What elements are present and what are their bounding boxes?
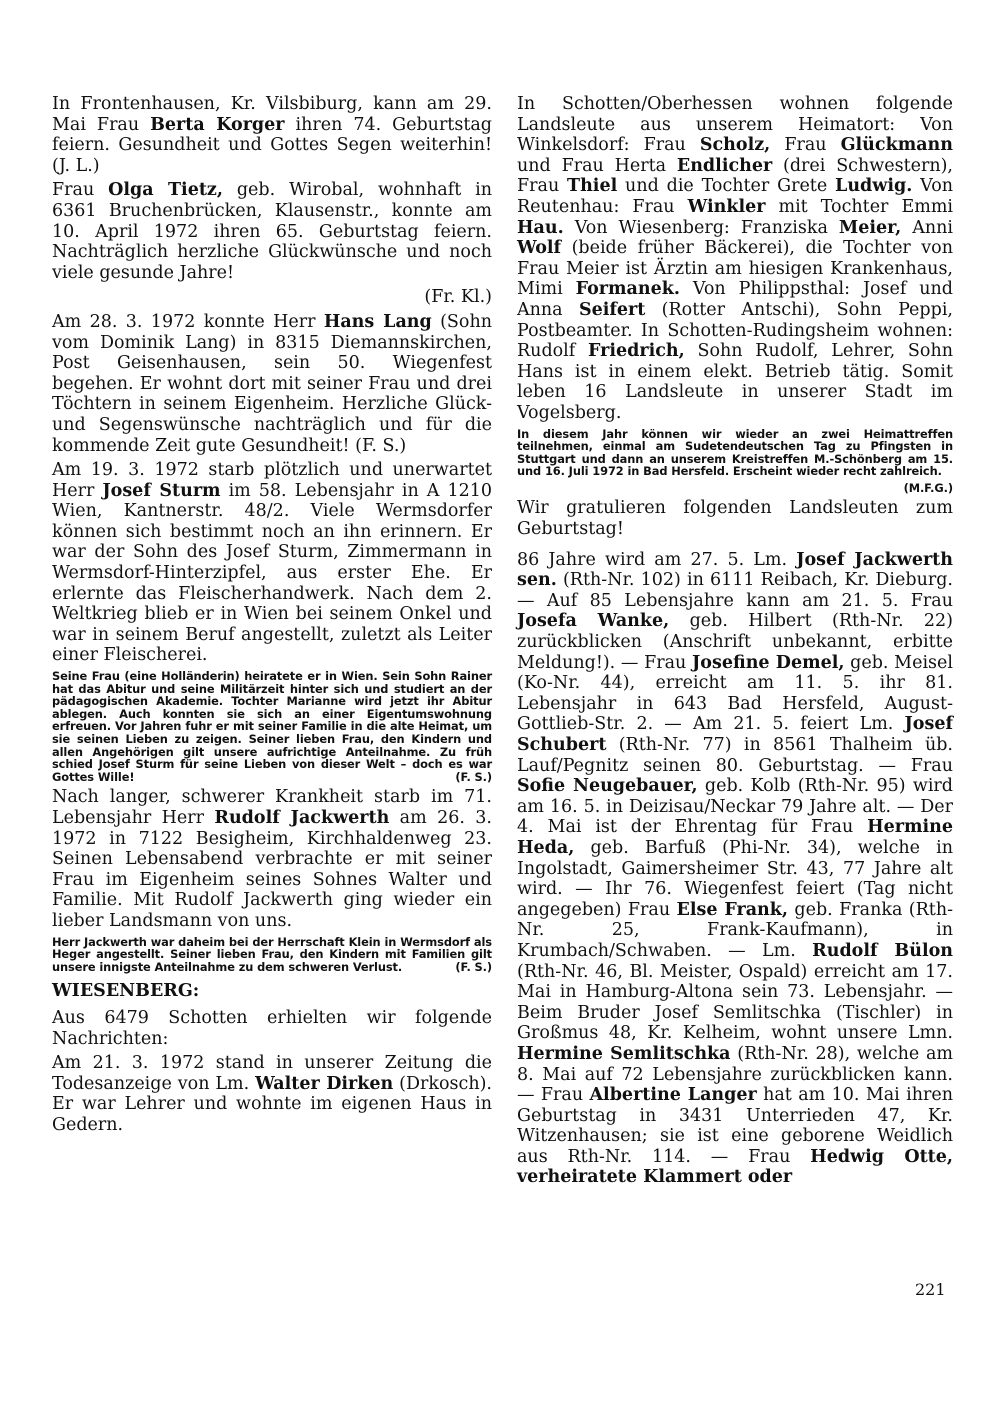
bold-name: Rudolf Bülon: [812, 940, 953, 961]
text-run: Von Wiesenberg: Franziska: [563, 217, 839, 238]
text-run: geb. Barfuß (Phi-Nr. 34), welche in Ingolstadt, Gaimersheimer Str. 43, 77 Jahre alt wird. — Ihr 76. Wiegenfest feiert (Tag nicht angegeben) Frau: [517, 837, 953, 920]
small-print-note: [52, 936, 492, 974]
bold-name: Winkler: [687, 196, 766, 217]
section-heading: WIESENBERG:: [52, 981, 200, 1002]
bold-name: Josef Schubert: [517, 714, 953, 755]
bold-name: Meier,: [838, 217, 902, 238]
bold-name: Josefa Wanke,: [517, 611, 670, 632]
text-run: Sohn Rudolf, Lehrer, Sohn Hans ist in einem elekt. Betrieb tätig. Somit leben 16 Landsleute in unserer Stadt im Vogelsberg.: [517, 341, 954, 423]
text-run: geb. Meisel (Ko-Nr. 44), erreicht am 11. 5. ihr 81. Lebensjahr in 643 Bad Hersfeld, August-Gottlieb-Str. 2. — Am 21. 5. feiert Lm.: [517, 652, 953, 735]
note-text: In diesem Jahr können wir wieder an zwei Heimattreffen teilnehmen, einmal am Sudetendeutschen Tag zu Pfingsten in Stuttgart und dann an unserem Kreistreffen M.-Schönberg am 15. und 16. Juli 1972 in Bad Hersfeld. Erscheint wieder recht zahlreich.: [517, 426, 953, 479]
bold-name: Glückmann: [840, 135, 953, 156]
text-run: (beide früher Bäckerei), die Tochter von Frau Meier ist Ärztin am hiesigen Krankenhaus, Mimi: [517, 238, 953, 300]
text-run: Nach langer, schwerer Krankheit starb im 71. Lebensjahr Herr: [52, 787, 492, 828]
text-run: Von Philippsthal: Josef und Anna: [517, 279, 953, 320]
text-run: Frau: [52, 180, 109, 201]
right-column: [517, 94, 953, 1192]
bold-name: Thiel: [567, 176, 618, 197]
text-run: (Rth-Nr. 77) in 8561 Thalheim üb. Lauf/Pegnitz seinen 80. Geburtstag. — Frau: [517, 735, 953, 776]
text-run: mit Tochter Emmi: [765, 196, 954, 217]
paragraph: [517, 94, 953, 424]
bold-name: Hans Lang: [323, 311, 432, 332]
left-column: [52, 94, 492, 1139]
text-run: In Schotten/Oberhessen wohnen folgende Landsleute aus unserem Heimatort: Von Winkelsdorf: Frau: [517, 94, 953, 156]
author-initials: (F. S.): [455, 769, 492, 784]
paragraph: [52, 460, 492, 666]
text-run: geb. Franka (Rth-Nr. 25, Frank-Kaufmann), in Krumbach/Schwaben. — Lm.: [517, 899, 953, 961]
text-run: Am 21. 3. 1972 stand in unserer Zeitung die Todesanzeige von Lm.: [52, 1053, 492, 1094]
bold-name: Hedwig Otte, verheiratete Klammert oder: [517, 1146, 953, 1188]
bold-name: Hermine Heda,: [517, 817, 953, 858]
bold-name: Sofie Neugebauer,: [517, 776, 698, 797]
text-run: (Drkosch). Er war Lehrer und wohnte im eigenen Haus in Gedern.: [52, 1073, 492, 1135]
text-run: (Rth-Nr. 46, Bl. Meister, Ospald) erreicht am 17. Mai in Hamburg-Altona sein 73. Lebensjahr. — Beim Bruder Josef Semlitschka (Tischler) in Großmus 48, Kr. Kelheim, wohnt unsere Lmn.: [517, 961, 953, 1044]
text-run: Von Reutenhau: Frau: [517, 176, 954, 217]
author-initials: (M.F.G.): [903, 480, 953, 495]
bold-name: Endlicher: [676, 155, 773, 176]
text-run: (drei Schwestern), Frau: [517, 155, 953, 197]
text-run: und Frau Herta: [517, 155, 677, 176]
bold-name: Hau.: [517, 217, 564, 238]
text-run: im 58. Lebensjahr in A 1210 Wien, Kantnerstr. 48/2. Viele Wermsdorfer können sich bestimmt noch an ihn erinnern. Er war der Sohn des Josef Sturm, Zimmermann in Wermsdorf-Hinterzipfel, aus erster Ehe. Er erlernte das Fleischerhandwerk. Nach dem 2. Weltkrieg blieb er in Wien bei seinem Onkel und war in seinem Beruf angestellt, zuletzt als Leiter einer Fleischerei.: [52, 480, 492, 666]
note-text: Herr Jackwerth war daheim bei der Herrschaft Klein in Wermsdorf als Heger angestellt. Seiner lieben Frau, den Kindern mit Familien gilt unsere innigste Anteilnahme zu dem schweren Verlust.: [52, 934, 492, 974]
paragraph: [52, 1008, 492, 1049]
bold-name: Albertine Langer: [589, 1085, 757, 1106]
text-run: Am 28. 3. 1972 konnte Herr: [52, 311, 324, 332]
author-initials: (F. S.): [455, 959, 492, 974]
page-number: 221: [915, 1280, 946, 1299]
text-run: Frau: [770, 135, 841, 156]
bold-name: Wolf: [517, 238, 562, 259]
bold-name: Else Frank,: [676, 899, 789, 920]
text-run: ihren 74. Geburtstag feiern. Gesundheit und Gottes Segen weiterhin! (J. L.): [52, 114, 492, 176]
bold-name: Formanek.: [575, 279, 680, 300]
paragraph: [52, 787, 492, 931]
text-run: 86 Jahre wird am 27. 5. Lm.: [517, 549, 797, 570]
text-run: und die Tochter Grete: [617, 176, 836, 197]
text-run: am 26. 3. 1972 in 7122 Besigheim, Kirchhaldenweg 23. Seinen Lebensabend verbrachte er mit seiner Frau im Eigenheim seines Sohnes Walter und Familie. Mit Rudolf Jackwerth ging wieder ein lieber Landsmann von uns.: [52, 807, 492, 931]
text-run: (Rotter Antschi), Sohn Peppi, Postbeamter. In Schotten-Rudingsheim wohnen: Rudolf: [517, 299, 953, 362]
paragraph: [517, 550, 953, 1188]
bold-name: Seifert: [578, 299, 646, 320]
text-run: Am 19. 3. 1972 starb plötzlich und unerwartet Herr: [52, 460, 492, 501]
text-run: Aus 6479 Schotten erhielten wir folgende Nachrichten:: [52, 1007, 492, 1049]
bold-name: Hermine Semlitschka: [517, 1043, 731, 1064]
bold-name: Josef Jackwerth sen.: [517, 549, 953, 591]
text-run: geb. Kolb (Rth-Nr. 95) wird am 16. 5. in Deizisau/Neckar 79 Jahre alt. — Der 4. Mai ist der Ehrentag für Frau: [517, 776, 953, 838]
paragraph: [52, 1053, 492, 1135]
paragraph: [52, 94, 492, 176]
small-print-note: [517, 428, 953, 478]
text-run: Wir gratulieren folgenden Landsleuten zum Geburtstag!: [517, 498, 953, 540]
paragraph: [52, 312, 492, 456]
bold-name: Scholz,: [699, 135, 771, 156]
text-run: (Sohn vom Dominik Lang) in 8315 Diemannskirchen, Post Geisenhausen, sein 50. Wiegenfest begehen. Er wohnt dort mit seiner Frau und drei Töchtern in seinem Eigenheim. Herzliche Glück- und Segenswünsche nachträglich und für die kommende Zeit gute Gesundheit! (F. S.): [52, 311, 492, 456]
text-run: (Rth-Nr. 28), welche am 8. Mai auf 72 Lebensjahre zurückblicken kann. — Frau: [517, 1043, 953, 1106]
text-run: geb. Wirobal, wohnhaft in 6361 Bruchenbrücken, Klausenstr., konnte am 10. April 1972 ihren 65. Geburtstag feiern. Nachträglich herzliche Glückwünsche und noch viele gesunde Jahre!: [52, 180, 493, 283]
bold-name: Josef Sturm: [102, 480, 221, 501]
bold-name: Josefine Demel,: [692, 652, 845, 673]
text-run: In Frontenhausen, Kr. Vilsbiburg, kann am 29. Mai Frau: [52, 94, 492, 135]
text-run: hat am 10. Mai ihren Geburtstag in 3431 Unterrieden 47, Kr. Witzenhausen; sie ist eine geborene Weidlich aus Rth-Nr. 114. — Frau: [517, 1085, 953, 1167]
note-text: Seine Frau (eine Holländerin) heiratete er in Wien. Sein Sohn Rainer hat das Abitur und seine Militärzeit hinter sich und studiert an der pädagogischen Akademie. Tochter Marianne wird jetzt ihr Abitur ablegen. Auch konnten sie sich an einer Eigentumswohnung erfreuen. Vor Jahren fuhr er mit seiner Familie in die alte Heimat, um sie seinen Lieben zu zeigen. Seiner lieben Frau, den Kindern und allen Angehörigen gilt unsere aufrichtige Anteilnahme. Zu früh schied Josef Sturm für seine Lieben von dieser Welt – doch es war Gottes Wille!: [52, 669, 492, 784]
text-run: Anni: [901, 217, 954, 238]
author-initials: (Fr. Kl.): [424, 287, 492, 308]
paragraph: [52, 180, 492, 283]
bold-name: Olga Tietz,: [108, 180, 223, 201]
bold-name: Rudolf Jackwerth: [214, 807, 390, 828]
bold-name: Walter Dirken: [255, 1073, 394, 1094]
bold-name: Ludwig.: [835, 176, 913, 197]
small-print-note: [52, 670, 492, 783]
bold-name: Friedrich,: [588, 341, 685, 362]
bold-name: Berta Korger: [150, 114, 285, 135]
paragraph: [517, 498, 953, 539]
text-run: geb. Hilbert (Rth-Nr. 22) zurückblicken (Anschrift unbekannt, erbitte Meldung!). — Frau: [517, 611, 953, 673]
text-run: (Rth-Nr. 102) in 6111 Reibach, Kr. Dieburg. — Auf 85 Lebensjahre kann am 21. 5. Frau: [517, 570, 953, 611]
